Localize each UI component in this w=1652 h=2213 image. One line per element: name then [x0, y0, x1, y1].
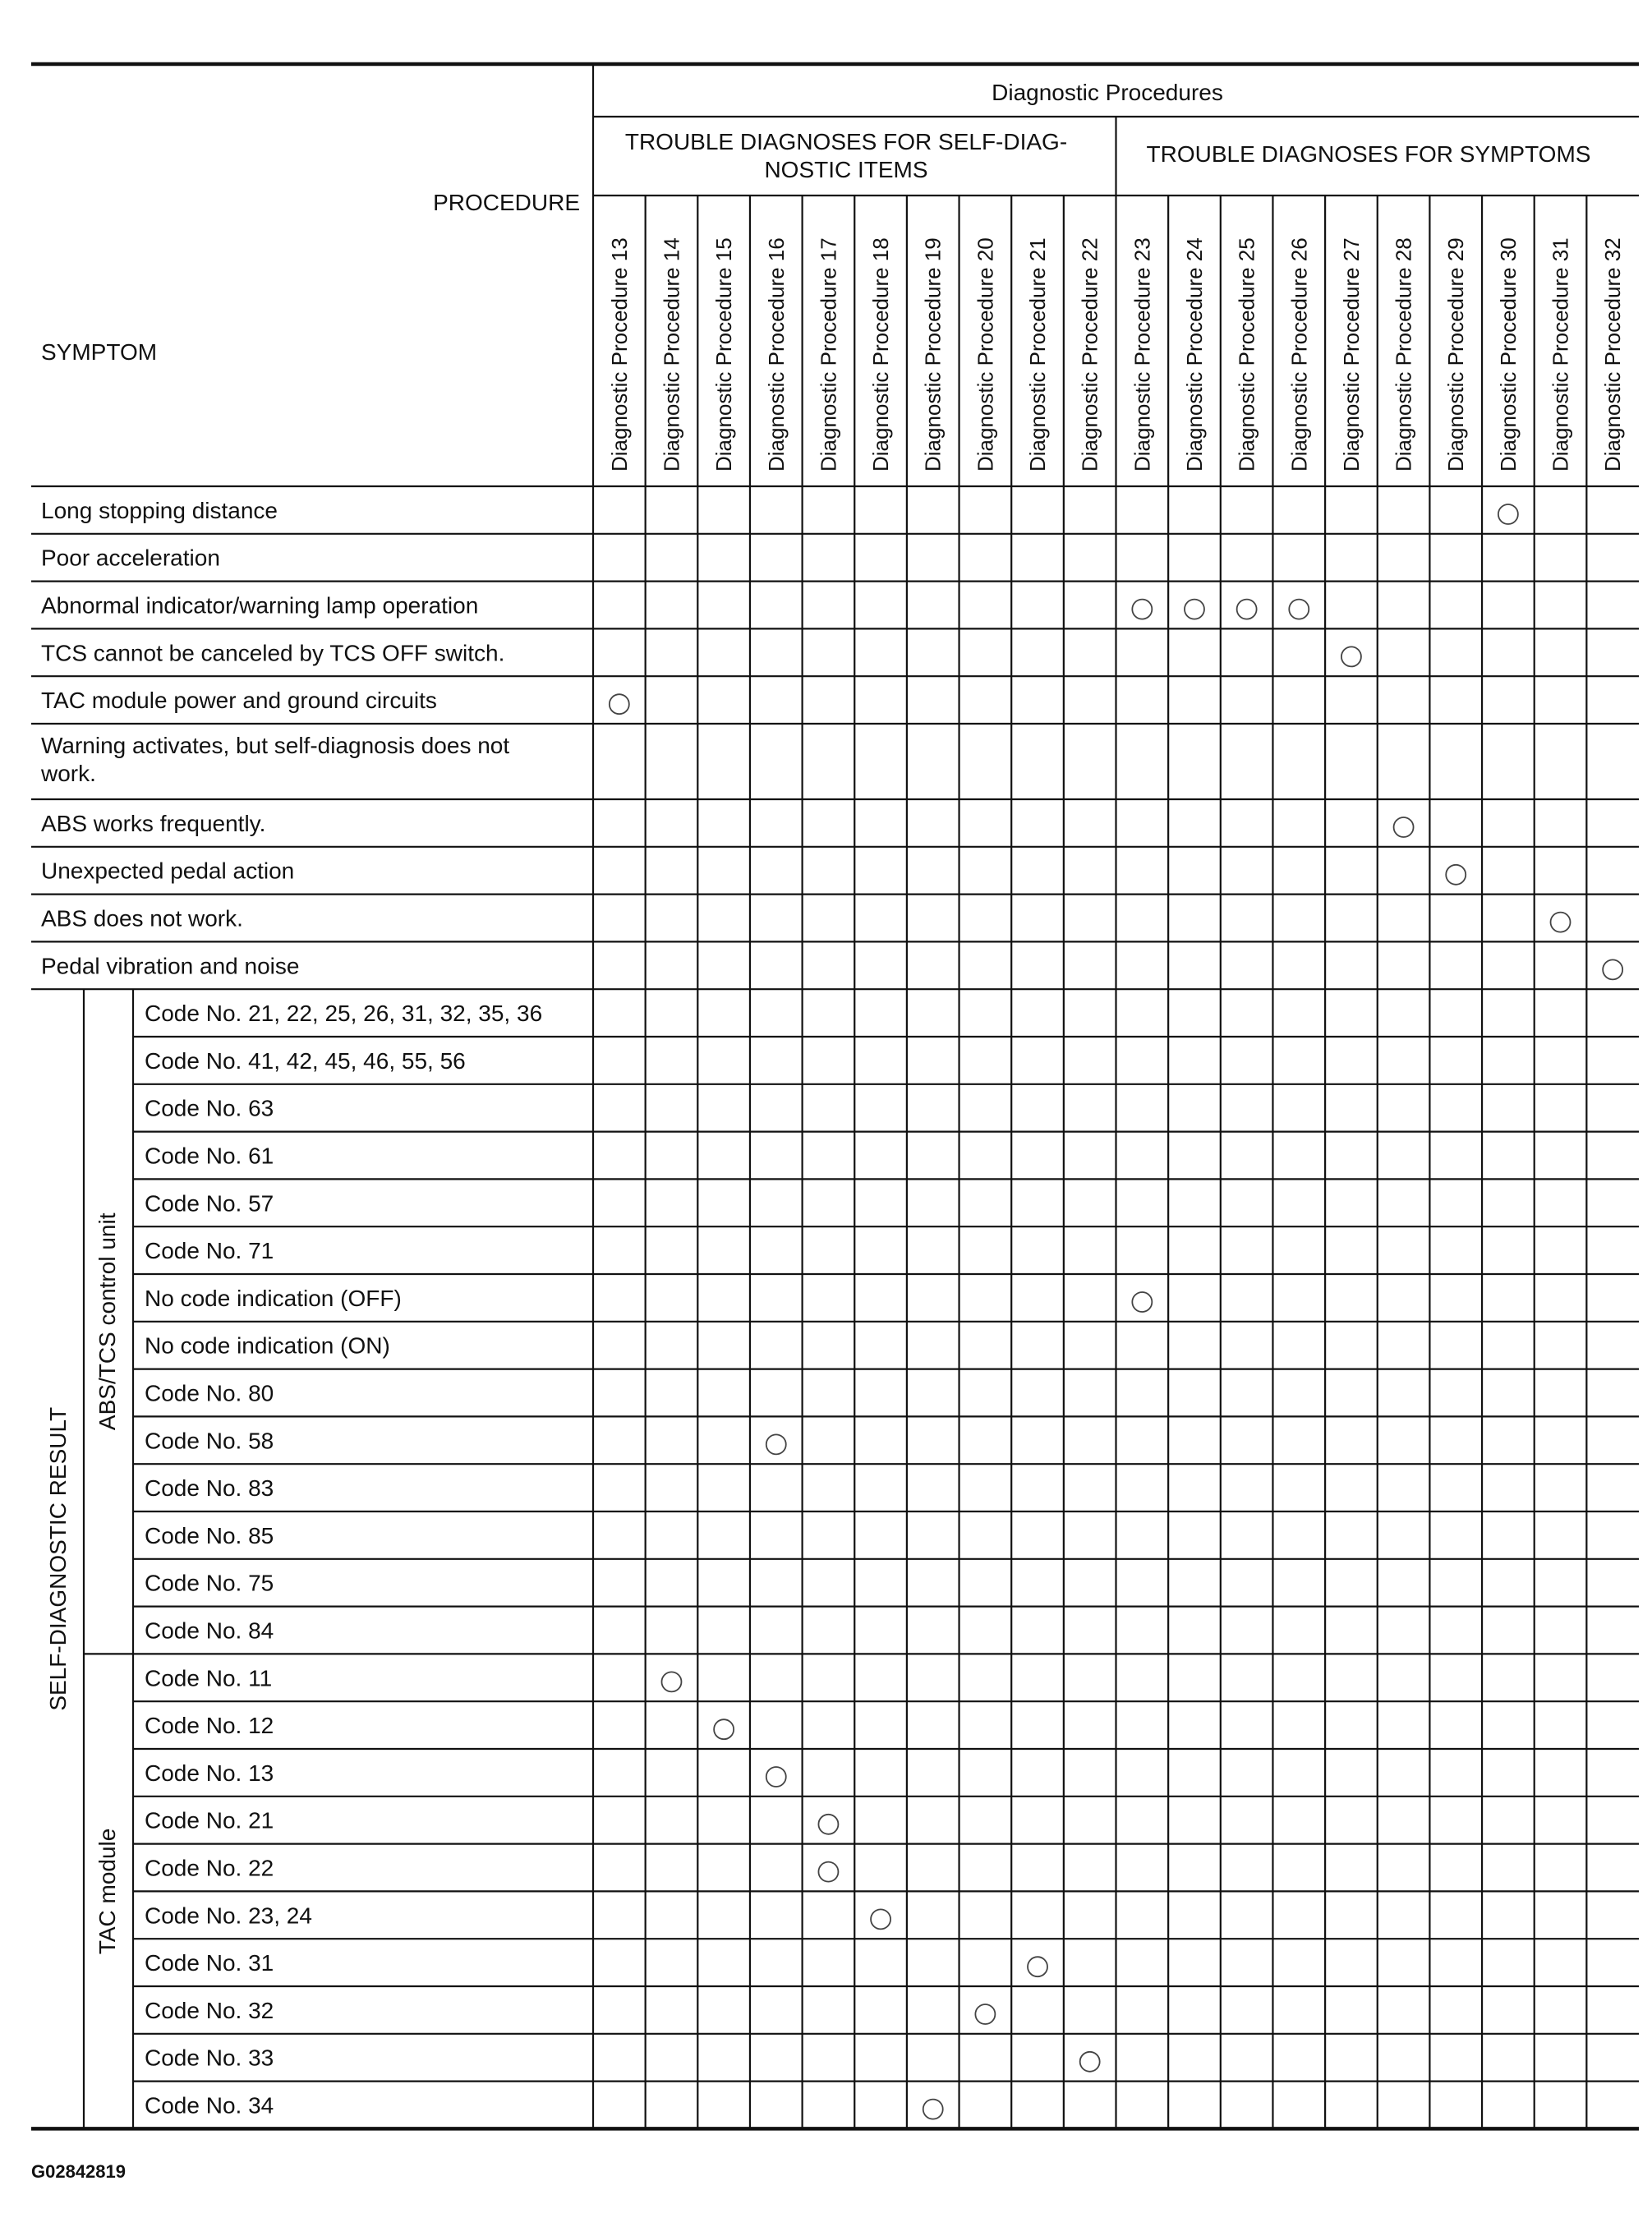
row-label: Code No. 33	[145, 2045, 274, 2071]
row-label: TAC module power and ground circuits	[41, 688, 437, 714]
header-procedure-label: PROCEDURE	[433, 190, 580, 215]
applicable-mark	[766, 1434, 786, 1454]
self-diagnostic-result-label: SELF-DIAGNOSTIC RESULT	[45, 1406, 71, 1711]
column-header: Diagnostic Procedure 22	[1077, 237, 1102, 472]
applicable-mark	[1603, 959, 1622, 979]
column-header: Diagnostic Procedure 32	[1600, 237, 1626, 472]
applicable-mark	[1237, 600, 1257, 619]
applicable-mark	[1080, 2052, 1100, 2072]
row-label: Long stopping distance	[41, 497, 278, 523]
applicable-mark	[766, 1767, 786, 1787]
row-label: Code No. 12	[145, 1713, 274, 1739]
applicable-mark	[714, 1719, 734, 1739]
applicable-mark	[818, 1862, 838, 1882]
row-label: Code No. 22	[145, 1855, 274, 1881]
applicable-mark	[1132, 600, 1152, 619]
row-label: Code No. 83	[145, 1475, 274, 1502]
column-header: Diagnostic Procedure 25	[1234, 237, 1259, 472]
row-label: No code indication (OFF)	[145, 1285, 402, 1311]
row-label: Code No. 61	[145, 1143, 274, 1169]
row-labels	[40, 498, 542, 2119]
column-header: Diagnostic Procedure 28	[1391, 237, 1416, 472]
row-label: Code No. 71	[145, 1238, 274, 1264]
column-header: Diagnostic Procedure 17	[816, 237, 841, 472]
row-label: Code No. 11	[145, 1665, 273, 1691]
column-header: Diagnostic Procedure 19	[920, 237, 946, 472]
row-label: Code No. 21, 22, 25, 26, 31, 32, 35, 36	[145, 1001, 543, 1027]
column-header: Diagnostic Procedure 18	[868, 237, 894, 472]
applicable-mark	[1028, 1957, 1047, 1976]
row-label: Poor acceleration	[41, 545, 220, 571]
abs-tcs-group-label: ABS/TCS control unit	[94, 1212, 120, 1431]
row-label: No code indication (ON)	[145, 1332, 390, 1359]
header-symptom-label: SYMPTOM	[41, 339, 158, 365]
row-label: TCS cannot be canceled by TCS OFF switch.	[41, 640, 505, 666]
applicable-mark	[1132, 1292, 1152, 1312]
header-symptoms-group: TROUBLE DIAGNOSES FOR SYMPTOMS	[1146, 141, 1591, 167]
column-header: Diagnostic Procedure 13	[606, 237, 632, 472]
row-label: Code No. 80	[145, 1380, 274, 1406]
applicable-mark	[975, 2004, 995, 2024]
column-header: Diagnostic Procedure 31	[1548, 237, 1573, 472]
figure-id: G02842819	[31, 2161, 126, 2182]
row-label: Code No. 21	[145, 1807, 274, 1833]
column-header: Diagnostic Procedure 30	[1495, 237, 1521, 472]
row-label: ABS works frequently.	[41, 810, 266, 836]
column-header: Diagnostic Procedure 23	[1130, 237, 1155, 472]
applicable-mark	[871, 1909, 890, 1929]
row-label: Code No. 85	[145, 1522, 274, 1548]
applicable-mark	[1185, 600, 1204, 619]
applicable-mark	[610, 694, 629, 714]
row-label: Code No. 31	[145, 1950, 274, 1976]
row-label: Pedal vibration and noise	[41, 953, 300, 979]
column-header: Diagnostic Procedure 16	[763, 237, 789, 472]
row-label: Code No. 58	[145, 1428, 274, 1454]
header-self-diag-items-line2: NOSTIC ITEMS	[764, 157, 928, 182]
row-label: Code No. 57	[145, 1190, 274, 1217]
row-label-line: Warning activates, but self-diagnosis does not	[41, 733, 510, 758]
row-label: Abnormal indicator/warning lamp operation	[41, 592, 479, 619]
applicable-mark	[923, 2100, 943, 2119]
column-header: Diagnostic Procedure 14	[659, 237, 684, 472]
row-label: Code No. 75	[145, 1570, 274, 1596]
applicable-mark	[1446, 865, 1466, 885]
row-label: Code No. 32	[145, 1997, 274, 2023]
row-label: Code No. 63	[145, 1095, 274, 1121]
header-diagnostic-procedures: Diagnostic Procedures	[992, 80, 1223, 105]
applicable-mark	[1394, 817, 1414, 837]
row-label: Code No. 84	[145, 1617, 274, 1644]
applicable-mark	[1498, 504, 1518, 524]
column-header: Diagnostic Procedure 26	[1286, 237, 1312, 472]
column-header: Diagnostic Procedure 29	[1443, 237, 1469, 472]
applicable-mark	[1289, 600, 1309, 619]
column-header: Diagnostic Procedure 15	[711, 237, 737, 472]
applicable-mark	[1551, 913, 1571, 932]
header-self-diag-items-line1: TROUBLE DIAGNOSES FOR SELF-DIAG-	[624, 129, 1068, 154]
column-header: Diagnostic Procedure 20	[973, 237, 998, 472]
applicable-mark	[818, 1815, 838, 1834]
tac-module-group-label: TAC module	[94, 1828, 120, 1955]
column-header: Diagnostic Procedure 27	[1338, 237, 1364, 472]
row-label: Code No. 41, 42, 45, 46, 55, 56	[145, 1047, 466, 1074]
row-label: Unexpected pedal action	[41, 858, 295, 884]
row-label-line: work.	[41, 761, 96, 786]
applicable-mark	[661, 1672, 681, 1691]
column-header: Diagnostic Procedure 24	[1181, 237, 1207, 472]
applicable-mark	[1341, 646, 1361, 666]
row-label: Code No. 23, 24	[145, 1902, 312, 1929]
row-label: Code No. 13	[145, 1760, 274, 1786]
column-header: Diagnostic Procedure 21	[1025, 237, 1051, 472]
row-label: ABS does not work.	[41, 905, 243, 932]
row-label: Code No. 34	[145, 2092, 274, 2119]
